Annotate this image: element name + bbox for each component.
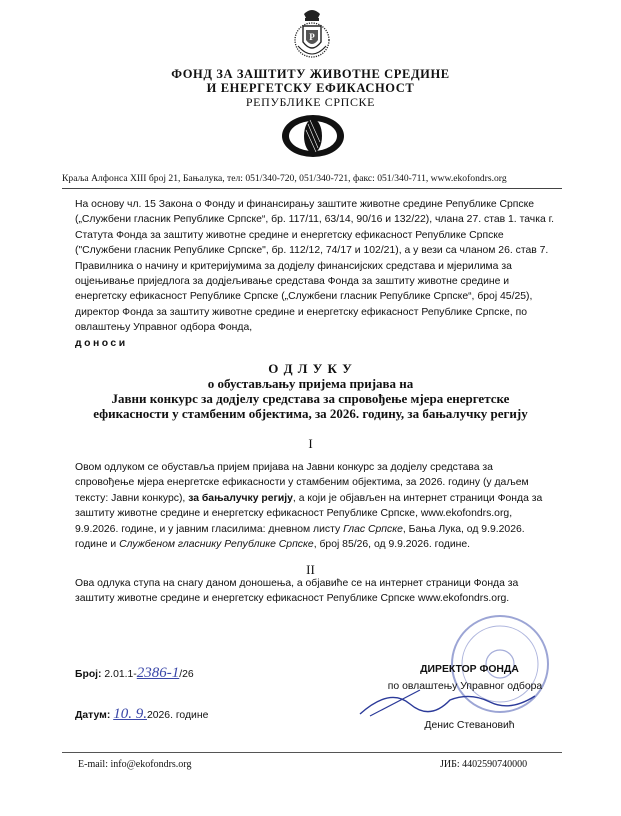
broj-label: Број: bbox=[75, 669, 102, 680]
section-1-text-g: , број 85/26, од 9.9.2026. године. bbox=[313, 539, 471, 551]
section-1-gazette: Службеном гласнику Републике Српске bbox=[119, 539, 314, 551]
decision-subtitle-2: Јавни конкурс за додјелу средстава за спровођење мјера енергетске bbox=[111, 391, 510, 406]
header-divider bbox=[62, 188, 562, 189]
svg-text:Р: Р bbox=[309, 32, 315, 42]
director-title: ДИРЕКТОР ФОНДА bbox=[420, 664, 519, 675]
datum-handwritten: 10. 9. bbox=[113, 706, 147, 722]
broj-handwritten: 2386-1 bbox=[136, 665, 180, 681]
address-line: Краља Алфонса XIII број 21, Бањалука, тел: 051/340-720, 051/340-721, факс: 051/340-711, www.ekofondrs.org bbox=[62, 173, 507, 184]
footer-jib: ЈИБ: 4402590740000 bbox=[440, 759, 528, 770]
section-1-region: за бањалучку регију bbox=[188, 492, 293, 504]
datum-suffix: 2026. године bbox=[146, 710, 209, 721]
datum-label: Датум: bbox=[75, 710, 111, 721]
org-name-line2: И ЕНЕРГЕТСКУ ЕФИКАСНОСТ bbox=[206, 81, 415, 95]
section-numeral-2: II bbox=[306, 562, 315, 577]
section-1-text-a: Овом одлуком се обуставља пријем пријава на Јавни конкурс за додјелу средстава за спровођење мјера енергетске ефикасности у стамбеним објектима, за 2026. годину (у даљем тексту: Јавни конкурс), bbox=[75, 462, 529, 504]
footer-email: E-mail: info@ekofondrs.org bbox=[78, 759, 192, 770]
decision-title: О Д Л У К У bbox=[268, 361, 353, 376]
section-1-newspaper: Глас Српске bbox=[343, 523, 403, 535]
coat-of-arms-emblem bbox=[292, 6, 332, 62]
preamble-paragraph bbox=[75, 197, 555, 351]
section-1-text-c: , а који је објављен на интернет страници Фонда за заштиту животне средине и енергетску ефикасност Републике Српске, www.ekofondrs.org, 9.9.2026. године, и у јавним гласилима: дневном листу bbox=[75, 492, 543, 535]
section-2-paragraph: Ова одлука ступа на снагу даном доношења, а објавиће се на интернет страници Фонда за заштиту животне средине и енергетску ефикасност Републике Српске www.ekofondrs.org. bbox=[75, 578, 519, 605]
org-name-line1: ФОНД ЗА ЗАШТИТУ ЖИВОТНЕ СРЕДИНЕ bbox=[171, 67, 450, 81]
handwritten-signature bbox=[350, 682, 540, 722]
datum-line bbox=[75, 706, 208, 723]
section-numeral-1: I bbox=[308, 436, 313, 451]
broj-suffix: /26 bbox=[179, 669, 194, 680]
footer-divider bbox=[62, 752, 562, 753]
authority-line: по овлаштењу Управног одбора bbox=[387, 681, 543, 692]
broj-prefix: 2.01.1- bbox=[104, 669, 137, 680]
director-name: Денис Стевановић bbox=[424, 720, 515, 731]
donosi-word: доноси bbox=[75, 337, 128, 349]
decision-subtitle-1: о обустављању пријема пријава на bbox=[207, 376, 414, 391]
fund-logo bbox=[281, 114, 345, 158]
section-1-text-e: , Бања Лука, од 9.9.2026. године и bbox=[75, 523, 525, 551]
org-name-line3: РЕПУБЛИКЕ СРПСКЕ bbox=[245, 95, 376, 109]
preamble-text: На основу чл. 15 Закона о Фонду и финансирању заштите животне средине Републике Српске („Службени гласник Републике Српске“, бр. 117/11, 63/14, 90/16 и 132/22), члана 27. став 1. тачка г. Статута Фонда за заштиту животне средине и енергетску ефикасност Републике Српске ("Службени гласник Републике Српске", бр. 112/12, 74/17 и 102/21), а у вези са чланом 26. став 7. Правилника о начину и критеријумима за додјелу финансијских средстава и мјерилима за оцјењивање приједлога за додјељивање средстава Фонда за заштиту животне средине и енергетску ефикасност Републике Српске („Службени гласник Републике Српске“, број 45/25), директор Фонда за заштиту животне средине и енергетску ефикасност Републике Српске, по овлаштењу Управног одбора Фонда, bbox=[75, 199, 555, 334]
broj-line bbox=[75, 665, 194, 682]
section-1-paragraph bbox=[75, 460, 555, 552]
decision-subtitle-3: ефикасности у стамбеним објектима, за 2026. годину, за бањалучку регију bbox=[93, 406, 528, 421]
